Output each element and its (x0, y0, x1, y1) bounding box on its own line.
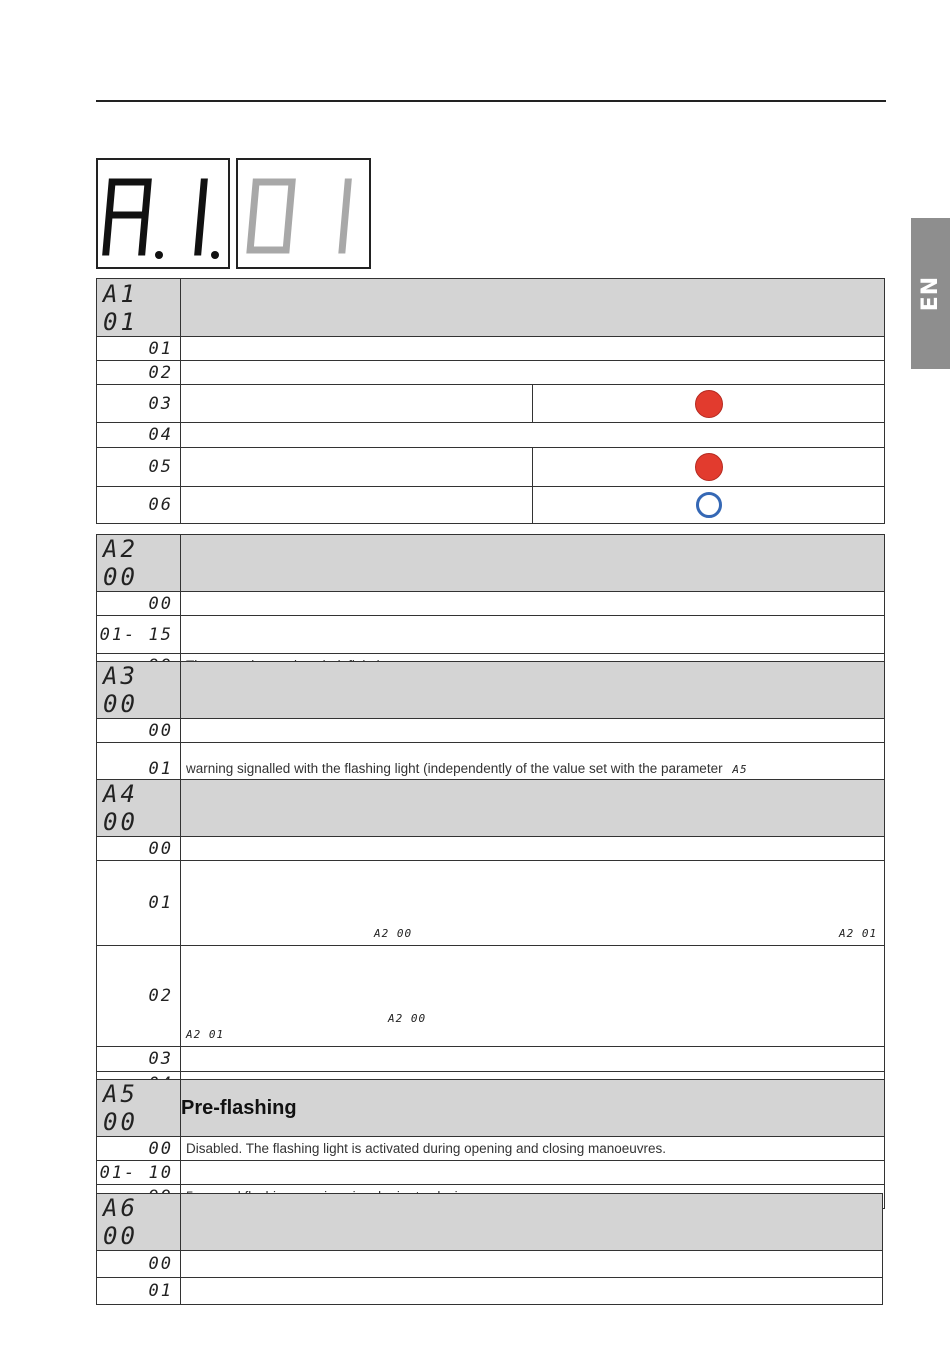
option-code: 01- 10 (99, 1162, 173, 1183)
option-code: 03 (148, 393, 173, 414)
option-description (181, 1161, 885, 1185)
speed-gauge-icon (695, 390, 723, 418)
parameter-title (181, 780, 885, 837)
table-row (97, 385, 885, 423)
option-code: 02 (148, 362, 173, 383)
option-code: 01 (148, 893, 173, 913)
parameter-reference: A2 01 (186, 1028, 225, 1041)
language-tab[interactable] (911, 218, 950, 369)
option-description (181, 837, 885, 861)
table-row (97, 861, 885, 946)
parameter-table-a4 (96, 779, 885, 1096)
display-parameter-digits (98, 160, 228, 267)
option-description (181, 1047, 885, 1072)
display-value-digits (238, 160, 369, 267)
parameter-code: A5 00 (97, 1080, 181, 1137)
option-description (181, 861, 885, 946)
parameter-code: A6 00 (97, 1194, 181, 1251)
display-value-panel (236, 158, 371, 269)
parameter-reference: A2 01 (839, 927, 878, 940)
table-row (97, 1047, 885, 1072)
option-code: 00 (148, 1254, 173, 1274)
table-header-row (97, 535, 885, 592)
parameter-table-a1 (96, 278, 885, 524)
table-header-row (97, 279, 885, 337)
parameter-table-a6 (96, 1193, 883, 1305)
parameter-reference: A5 (732, 763, 748, 776)
option-code: 01 (148, 758, 173, 779)
table-row (97, 1251, 883, 1278)
table-row (97, 592, 885, 616)
parameter-code: A4 00 (97, 780, 181, 837)
option-code: 02 (148, 986, 173, 1006)
parameter-code: A2 00 (97, 535, 181, 592)
table-row (97, 719, 885, 743)
option-code: 00 (148, 838, 173, 859)
option-code: 04 (148, 425, 173, 445)
option-description (181, 592, 885, 616)
parameter-title (181, 662, 885, 719)
option-description (181, 1278, 883, 1305)
parameter-code: A1 01 (97, 279, 181, 337)
display-parameter-panel (96, 158, 230, 269)
option-description: Disabled. The flashing light is activated during opening and closing manoeuvres. (181, 1137, 885, 1161)
option-description (181, 337, 885, 361)
table-row (97, 1161, 885, 1185)
table-header-row (97, 1194, 883, 1251)
option-code: 00 (148, 720, 173, 741)
parameter-title: Pre-flashing (181, 1080, 885, 1137)
parameter-title (181, 535, 885, 592)
option-code: 01 (148, 338, 173, 359)
option-description (181, 946, 885, 1047)
parameter-reference: A2 00 (374, 927, 413, 940)
option-description-text: warning signalled with the flashing light (independently of the value set with the parameter (186, 761, 723, 776)
table-row (97, 616, 885, 654)
table-row (97, 1137, 885, 1161)
table-row (97, 837, 885, 861)
power-cycle-icon (696, 492, 722, 518)
speed-gauge-icon (695, 453, 723, 481)
table-row (97, 448, 885, 487)
parameter-table-a2 (96, 534, 885, 678)
header-rule (96, 100, 886, 102)
parameter-table-a3 (96, 661, 885, 795)
parameter-table-a5 (96, 1079, 885, 1209)
option-description (181, 616, 885, 654)
language-tab-label: EN (917, 275, 943, 312)
option-description (181, 719, 885, 743)
table-row (97, 337, 885, 361)
table-row (97, 361, 885, 385)
option-description (181, 487, 533, 524)
option-code: 01- 15 (99, 624, 173, 645)
parameter-code: A3 00 (97, 662, 181, 719)
option-code: 06 (148, 495, 173, 515)
table-row (97, 1278, 883, 1305)
parameter-title (181, 1194, 883, 1251)
table-row (97, 423, 885, 448)
option-code: 03 (148, 1049, 173, 1069)
option-description (181, 423, 885, 448)
option-description (181, 385, 533, 423)
option-description (181, 361, 885, 385)
option-code: 00 (148, 1138, 173, 1159)
table-row (97, 487, 885, 524)
option-description (181, 448, 533, 487)
option-code: 05 (148, 457, 173, 477)
option-code: 00 (148, 593, 173, 614)
parameter-reference: A2 00 (388, 1012, 427, 1025)
parameter-title (181, 279, 885, 337)
table-row (97, 946, 885, 1047)
table-header-row (97, 1080, 885, 1137)
option-code: 01 (148, 1281, 173, 1301)
option-description (181, 1251, 883, 1278)
table-header-row (97, 662, 885, 719)
table-header-row (97, 780, 885, 837)
